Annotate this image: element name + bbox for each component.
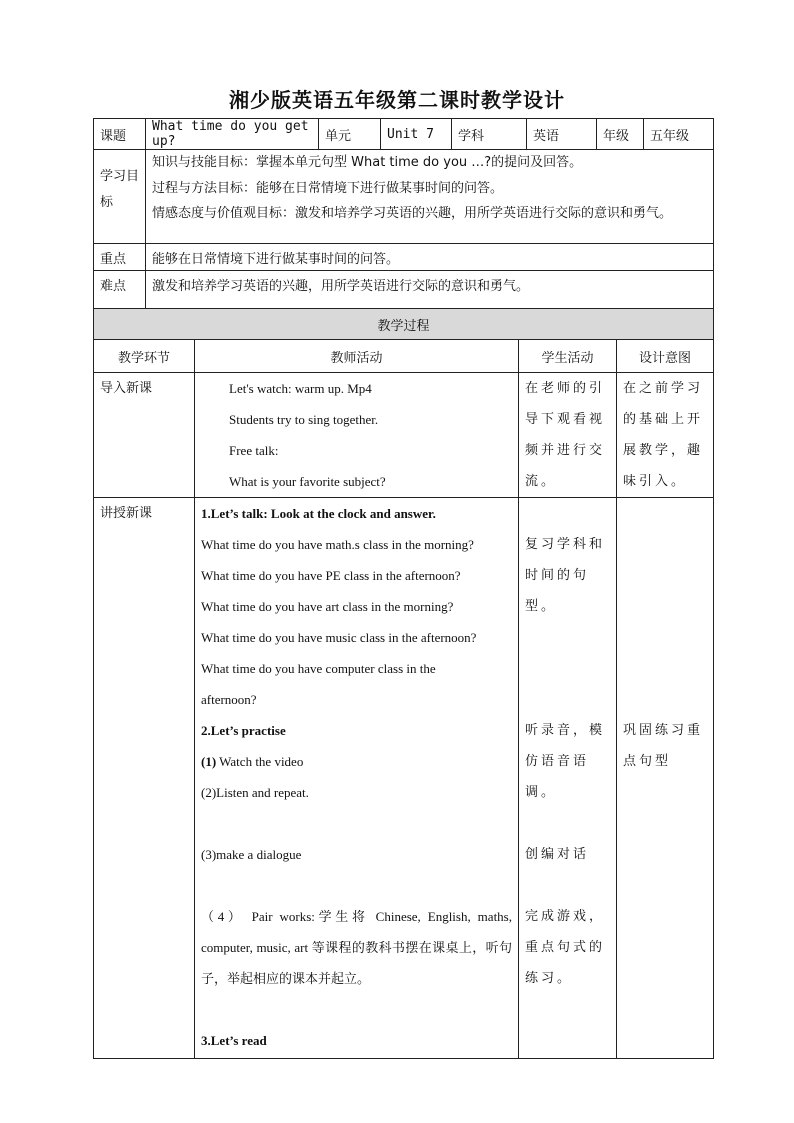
intro-teacher-line: Students try to sing together. [229,412,379,427]
practise-step-1 [201,746,512,777]
intro-teacher [195,373,519,498]
talk-question: What time do you have art class in the morning? [201,599,454,614]
new-lesson-row [94,498,714,1059]
column-header-row [94,340,714,373]
difficulty-value: 激发和培养学习英语的兴趣，用所学英语进行交际的意识和勇气。 [146,271,714,326]
unit-label: 单元 [319,119,381,150]
process-banner-row [94,309,714,340]
col-teacher: 教师活动 [195,340,519,373]
key-point-row [94,244,714,271]
intro-stage: 导入新课 [100,381,153,396]
talk-question: What time do you have PE class in the afternoon? [201,568,461,583]
spacer [201,808,512,839]
new-teacher [195,498,519,1059]
intro-row [94,373,714,498]
subject-label: 学科 [452,119,527,150]
subject-value: 英语 [527,119,597,150]
intro-student: 在老师的引导下观看视频并进行交流。 [525,381,606,489]
practise-step-2: (2)Listen and repeat. [201,785,309,800]
talk-question: afternoon? [201,692,257,707]
talk-heading: 1.Let’s talk: Look at the clock and answer. [201,506,436,521]
grade-label: 年级 [597,119,644,150]
talk-question: What time do you have computer class in the [201,661,436,676]
intro-teacher-line: Free talk: [229,443,279,458]
goal-attitude: 情感态度与价值观目标：激发和培养学习英语的兴趣，用所学英语进行交际的意识和勇气。 [152,206,673,221]
topic-label: 课题 [94,119,146,150]
student-activity-3: 创编对话 [525,847,590,862]
col-stage: 教学环节 [94,340,195,373]
practise-step-3: (3)make a dialogue [201,847,302,862]
topic-value: What time do you get up? [146,119,319,150]
student-activity-2: 听录音，模仿语音语调。 [525,723,606,800]
page-title: 湘少版英语五年级第二课时教学设计 [229,88,565,112]
design-intent-1: 巩固练习重点句型 [623,723,704,769]
practise-step-1-num: (1) [201,754,217,769]
key-point-label: 重点 [94,244,146,271]
grade-value: 五年级 [644,119,714,150]
lesson-info-table [93,118,714,326]
process-banner: 教学过程 [94,309,714,340]
student-activity-4: 完成游戏，重点句式的练习。 [525,909,606,986]
col-student: 学生活动 [519,340,617,373]
intro-teacher-line: What is your favorite subject? [229,474,386,489]
goals-content [146,150,714,244]
new-intent [617,498,714,1059]
intro-teacher-line: Let's watch: warm up. Mp4 [229,381,372,396]
col-intent: 设计意图 [617,340,714,373]
goals-label: 学习目标 [94,150,146,244]
practise-step-1-text: Watch the video [216,754,304,769]
talk-question: What time do you have math.s class in the morning? [201,537,474,552]
intro-intent: 在之前学习的基础上开展教学，趣味引入。 [623,381,704,489]
spacer [201,870,512,901]
header-row [94,119,714,150]
key-point-value: 能够在日常情境下进行做某事时间的问答。 [146,244,714,271]
talk-question: What time do you have music class in the afternoon? [201,630,477,645]
spacer [201,994,512,1025]
practise-step-4: （4） Pair works:学生将 Chinese, English, maths, computer, music, art 等课程的教科书摆在课桌上，听句子，举起相应的课本并起立。 [201,909,512,986]
goals-row [94,150,714,244]
difficulty-label: 难点 [94,271,146,326]
goal-knowledge: 知识与技能目标：掌握本单元句型 What time do you …?的提问及回答。 [152,155,583,170]
new-student [519,498,617,1059]
unit-value: Unit 7 [381,119,452,150]
new-stage: 讲授新课 [100,506,153,521]
practise-heading: 2.Let’s practise [201,723,286,738]
read-heading: 3.Let’s read [201,1033,267,1048]
process-table [93,308,714,1059]
goal-process: 过程与方法目标：能够在日常情境下进行做某事时间的问答。 [152,181,504,196]
student-activity-1: 复习学科和时间的句型。 [525,537,606,614]
